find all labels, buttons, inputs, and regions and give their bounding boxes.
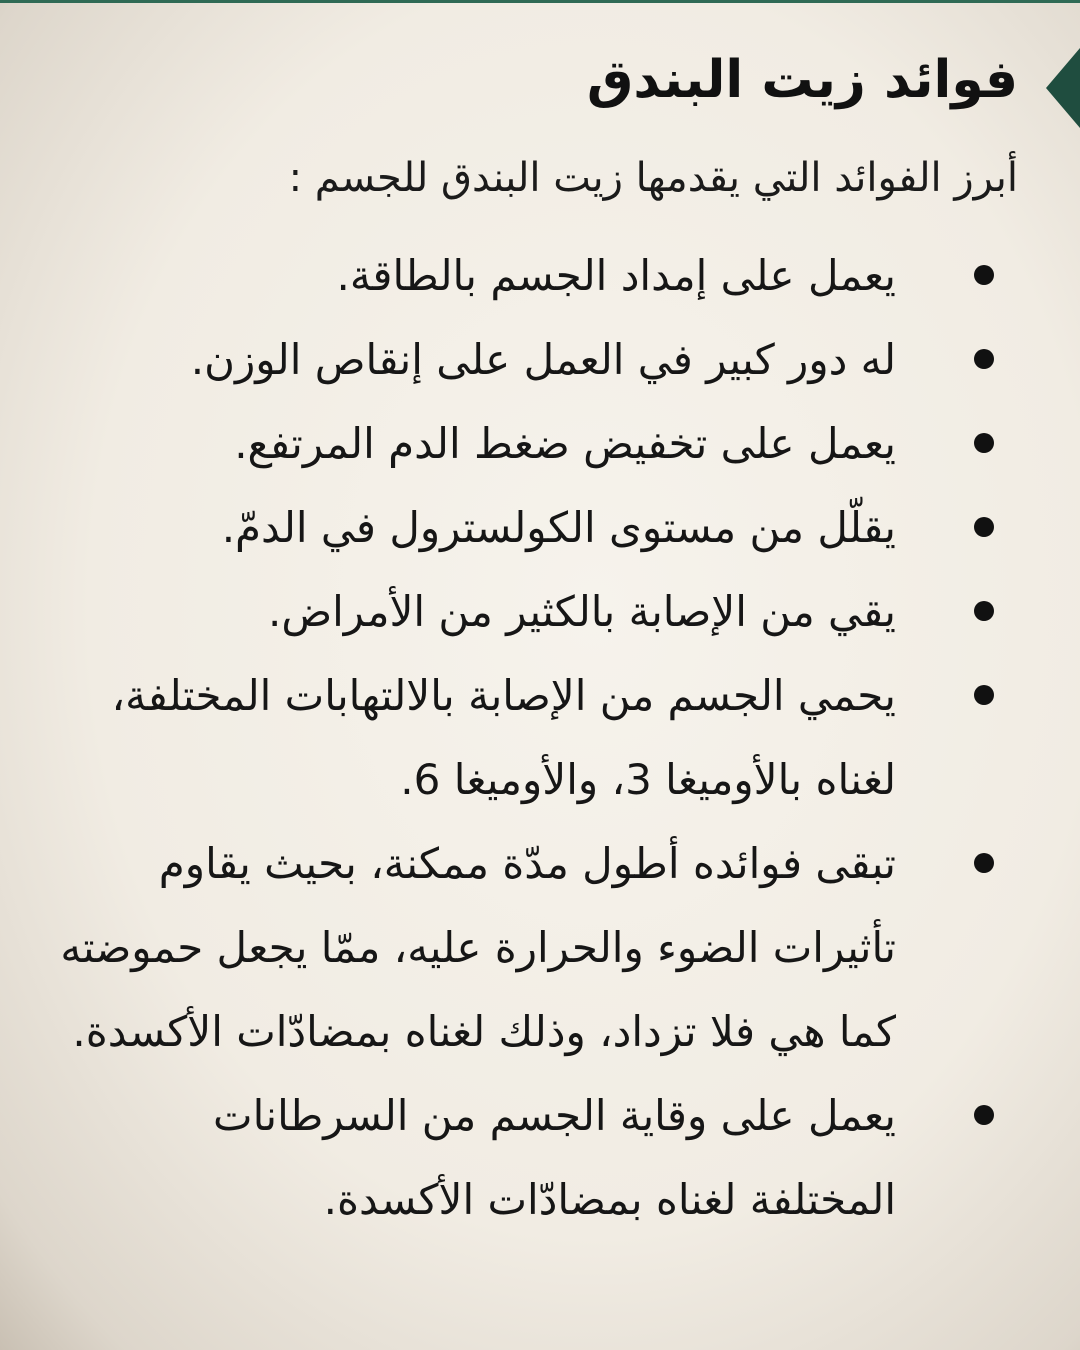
benefit-text: يعمل على تخفيض ضغط الدم المرتفع.: [234, 419, 896, 468]
bullet-icon: [974, 265, 994, 285]
page-title: فوائد زيت البندق: [586, 50, 1018, 110]
bullet-icon: [974, 349, 994, 369]
list-item: [58, 402, 1018, 486]
benefit-text: يقلّل من مستوى الكولسترول في الدمّ.: [221, 503, 896, 552]
benefit-text: له دور كبير في العمل على إنقاص الوزن.: [190, 335, 896, 384]
list-item: [58, 570, 1018, 654]
title-marker-icon: [1046, 48, 1080, 128]
bullet-icon: [974, 853, 994, 873]
intro-text: أبرز الفوائد التي يقدمها زيت البندق للجسم :: [288, 155, 1018, 201]
benefit-text: يقي من الإصابة بالكثير من الأمراض.: [267, 587, 896, 636]
list-item: [58, 654, 1018, 822]
benefits-list: [58, 234, 1018, 1242]
article-content: [58, 40, 1018, 1242]
list-item: [58, 822, 1018, 1074]
list-item: [58, 1074, 1018, 1242]
bullet-icon: [974, 685, 994, 705]
benefit-text: يعمل على وقاية الجسم من السرطانات المختلفة لغناه بمضادّات الأكسدة.: [213, 1091, 896, 1224]
list-item: [58, 318, 1018, 402]
bullet-icon: [974, 517, 994, 537]
bullet-icon: [974, 601, 994, 621]
benefit-text: يعمل على إمداد الجسم بالطاقة.: [336, 251, 896, 300]
bullet-icon: [974, 433, 994, 453]
list-item: [58, 234, 1018, 318]
bullet-icon: [974, 1105, 994, 1125]
top-accent-line: [0, 0, 1080, 3]
list-item: [58, 486, 1018, 570]
benefit-text: يحمي الجسم من الإصابة بالالتهابات المختلفة، لغناه بالأوميغا 3، والأوميغا 6.: [111, 671, 896, 804]
benefit-text: تبقى فوائده أطول مدّة ممكنة، بحيث يقاوم تأثيرات الضوء والحرارة عليه، ممّا يجعل حموضته كما هي فلا تزداد، وذلك لغناه بمضادّات الأكسدة.: [60, 839, 896, 1056]
